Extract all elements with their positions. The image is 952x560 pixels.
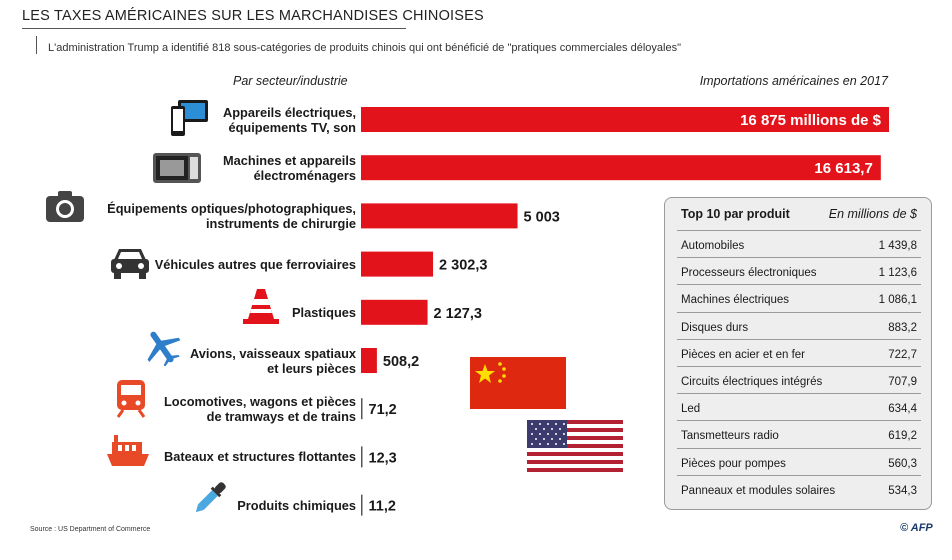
car-icon: [110, 246, 150, 280]
bar-6: [361, 398, 363, 419]
bar-1: [361, 155, 881, 180]
bar-value-label-6: 71,2: [368, 402, 397, 419]
top10-row: [677, 284, 921, 312]
top10-row: [677, 420, 921, 448]
top10-product-name: Tansmetteurs radio: [681, 430, 779, 443]
top10-product-name: Automobiles: [681, 240, 745, 252]
bar-value-label-3: 2 302,3: [439, 257, 488, 274]
source-note: Source : US Department of Commerce: [30, 526, 151, 533]
bar-3: [361, 252, 433, 277]
category-label-8: Produits chimiques: [237, 497, 356, 513]
top10-product-name: Pièces en acier et en fer: [681, 348, 806, 361]
category-label-1: Machines et appareils électroménagers: [223, 152, 356, 183]
bar-8: [361, 495, 363, 516]
category-label-4: Plastiques: [291, 304, 356, 320]
top10-product-value: 1 123,6: [878, 267, 917, 280]
traffic-cone-icon: [242, 287, 280, 325]
top10-unit: En millions de $: [828, 207, 917, 221]
bar-value-label-1: 16 613,7: [814, 160, 873, 178]
top10-product-name: Led: [681, 403, 701, 416]
category-label-2: Équipements optiques/photographiques, instruments de chirurgie: [107, 200, 356, 231]
top10-row: [677, 230, 921, 258]
china-flag: [470, 357, 566, 409]
left-column-header: Par secteur/industrie: [233, 74, 348, 88]
top10-product-value: 1 439,8: [878, 240, 917, 252]
top10-row: [677, 339, 921, 367]
usa-flag: [527, 420, 623, 472]
top10-product-value: 707,9: [888, 376, 917, 388]
bar-5: [361, 348, 377, 373]
bar-4: [361, 300, 428, 325]
camera-icon: [46, 190, 84, 222]
top10-row: [677, 448, 921, 476]
top10-product-value: 619,2: [888, 430, 917, 443]
category-label-0: Appareils électriques, équipements TV, son: [223, 104, 356, 135]
bar-2: [361, 203, 518, 228]
train-icon: [115, 378, 147, 418]
category-label-7: Bateaux et structures flottantes: [163, 449, 356, 465]
top10-product-name: Pièces pour pompes: [681, 457, 786, 470]
airplane-icon: [142, 328, 182, 366]
right-column-header: Importations américaines en 2017: [699, 74, 888, 88]
category-label-5: Avions, vaisseaux spatiaux et leurs pièces: [190, 345, 356, 376]
bar-value-label-5: 508,2: [382, 354, 420, 370]
credit: © AFP: [900, 522, 933, 534]
top10-product-value: 722,7: [888, 348, 917, 361]
bar-value-label-0: 16 875 millions de $: [740, 112, 881, 129]
top10-row: [677, 475, 921, 503]
top10-row: [677, 366, 921, 394]
category-label-3: Véhicules autres que ferroviaires: [154, 256, 356, 272]
bar-7: [361, 446, 363, 467]
top10-row: [677, 312, 921, 340]
top10-row: [677, 393, 921, 421]
top10-product-value: 634,4: [888, 403, 917, 416]
top10-product-value: 534,3: [888, 484, 917, 497]
top10-product-name: Disques durs: [681, 321, 749, 334]
top10-product-value: 1 086,1: [878, 294, 917, 307]
bar-value-label-4: 2 127,3: [433, 305, 482, 322]
top10-product-name: Machines électriques: [681, 294, 790, 307]
category-label-6: Locomotives, wagons et pièces de tramways et de trains: [163, 393, 356, 424]
page-subtitle: L'administration Trump a identifié 818 sous-catégories de produits chinois qui ont bénéficié de "pratiques commerciales déloyales": [48, 42, 681, 54]
top10-row: [677, 257, 921, 285]
bar-value-label-2: 5 003: [523, 209, 560, 226]
devices-icon: [170, 98, 212, 138]
dropper-icon: [190, 478, 230, 518]
microwave-icon: [152, 152, 202, 184]
top10-product-name: Panneaux et modules solaires: [681, 484, 836, 497]
top10-product-name: Processeurs électroniques: [681, 267, 817, 280]
top10-panel: [664, 197, 932, 510]
top10-title: Top 10 par produit: [681, 207, 790, 221]
top10-product-value: 883,2: [888, 321, 917, 334]
ship-icon: [106, 434, 150, 468]
top10-product-name: Circuits électriques intégrés: [681, 376, 823, 388]
bar-value-label-7: 12,3: [368, 450, 397, 467]
page-title: LES TAXES AMÉRICAINES SUR LES MARCHANDISES CHINOISES: [22, 8, 484, 24]
top10-product-value: 560,3: [888, 457, 917, 470]
bar-value-label-8: 11,2: [368, 498, 396, 515]
